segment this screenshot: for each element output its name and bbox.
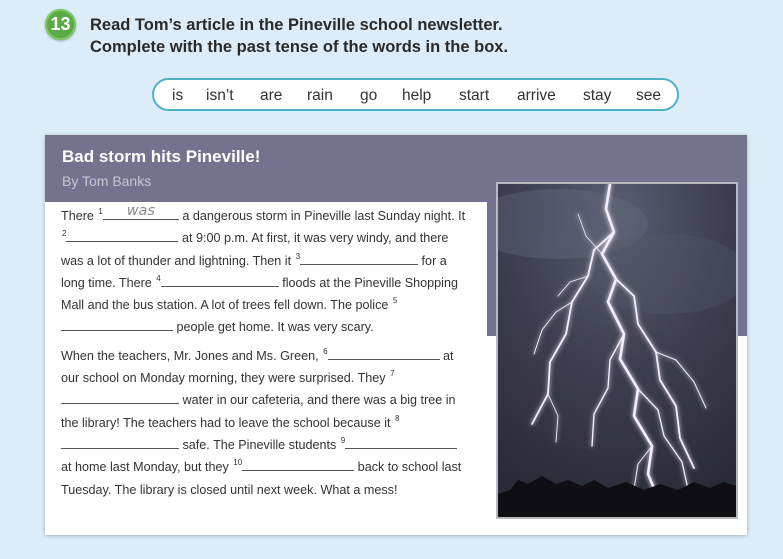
word-box-item: start bbox=[459, 87, 490, 104]
word-box bbox=[152, 78, 679, 111]
blank-10[interactable] bbox=[242, 456, 354, 471]
blank-2[interactable] bbox=[66, 227, 178, 242]
instruction-line-1: Read Tom’s article in the Pineville school newsletter. bbox=[90, 16, 503, 34]
newsletter-article bbox=[45, 135, 747, 535]
word-box-item: help bbox=[402, 87, 432, 104]
lightning-photo bbox=[496, 182, 738, 519]
word-box-item: go bbox=[360, 87, 378, 104]
article-paragraph-1: There $^1$ was a dangerous storm in Pineville last Sunday night. It $^2$ at 9:00 p.m. At first, it was very windy, and there was a lot of thunder and lightning. Then it $^3$ for a long time. There $^4$ floods at the Pineville Shopping Mall and the bus station. A lot of trees fell down. The police $^5$ people get home. It was very scary. bbox=[61, 203, 466, 335]
word-box-item: is bbox=[172, 87, 184, 104]
word-box-item: arrive bbox=[517, 87, 556, 104]
word-box-item: isn’t bbox=[206, 87, 234, 104]
blank-8[interactable] bbox=[61, 434, 179, 449]
word-box-item: are bbox=[260, 87, 283, 104]
example-answer: was bbox=[126, 203, 156, 219]
blank-4[interactable] bbox=[161, 272, 279, 287]
blank-9[interactable] bbox=[345, 434, 457, 449]
instruction-line-2: Complete with the past tense of the words in the box. bbox=[90, 38, 509, 56]
article-headline: Bad storm hits Pineville! bbox=[62, 147, 261, 166]
article-byline: By Tom Banks bbox=[62, 173, 152, 189]
exercise-number-badge: 13 bbox=[45, 9, 76, 40]
blank-5[interactable] bbox=[61, 316, 173, 331]
blank-6[interactable] bbox=[328, 345, 440, 360]
article-body bbox=[61, 205, 471, 501]
exercise-instructions bbox=[90, 14, 508, 58]
word-box-item: see bbox=[636, 87, 661, 104]
blank-7[interactable] bbox=[61, 389, 179, 404]
word-box-item: rain bbox=[307, 87, 333, 104]
word-box-item: stay bbox=[583, 87, 612, 104]
blank-3[interactable] bbox=[300, 250, 418, 265]
article-paragraph-2: When the teachers, Mr. Jones and Ms. Green, $^6$ at our school on Monday morning, they were surprised. They $^7$ water in our cafeteria, and there was a big tree in the library! The teachers had to leave the school because it $^8$ safe. The Pineville students $^9$ at home last Monday, but they $^{10}$ back to school last Tuesday. The library is closed until next week. What a mess! bbox=[61, 346, 462, 497]
blank-1-example bbox=[103, 205, 179, 220]
